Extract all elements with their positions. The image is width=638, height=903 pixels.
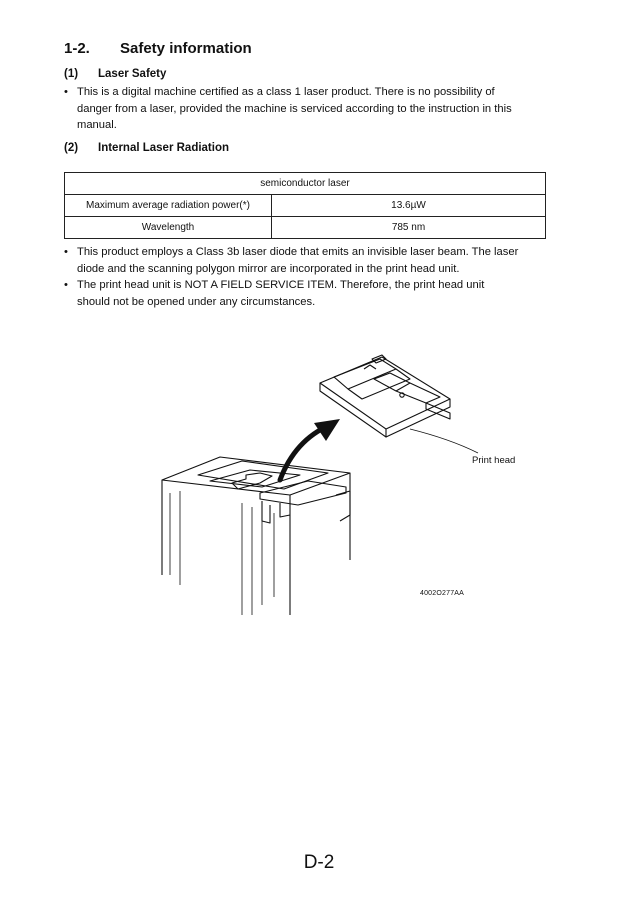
table-header-row bbox=[65, 173, 546, 195]
laser-radiation-list bbox=[64, 244, 554, 310]
text-line: manual. bbox=[77, 119, 117, 131]
list-item bbox=[64, 244, 554, 277]
figure-code: 4002O277AA bbox=[420, 590, 465, 597]
text-line: This product employs a Class 3b laser diode that emits an invisible laser beam. The laser bbox=[77, 246, 519, 258]
section-heading bbox=[64, 40, 252, 57]
subsection-title: Laser Safety bbox=[98, 68, 167, 80]
text-line: diode and the scanning polygon mirror are incorporated in the print head unit. bbox=[77, 262, 460, 275]
table-label-cell: Maximum average radiation power(*) bbox=[65, 195, 272, 217]
subsection-number: (1) bbox=[64, 68, 79, 80]
bullet-icon: • bbox=[64, 86, 68, 98]
bullet-icon: • bbox=[64, 246, 68, 258]
table-header-cell: semiconductor laser bbox=[65, 173, 546, 195]
list-item bbox=[64, 84, 554, 134]
subsection-title: Internal Laser Radiation bbox=[98, 142, 230, 154]
table-label-cell: Wavelength bbox=[65, 217, 272, 239]
text-line: This is a digital machine certified as a class 1 laser product. There is no possibility of bbox=[77, 86, 495, 98]
table-value-cell: 13.6µW bbox=[272, 195, 546, 217]
table-value-cell: 785 nm bbox=[272, 217, 546, 239]
table-row bbox=[65, 195, 546, 217]
laser-spec-table bbox=[64, 172, 546, 239]
print-head-figure bbox=[150, 345, 550, 615]
section-number: 1-2. bbox=[64, 40, 90, 57]
printer-illustration bbox=[150, 345, 550, 615]
text-line: should not be opened under any circumstances. bbox=[77, 295, 316, 308]
bullet-icon: • bbox=[64, 279, 68, 291]
page-number: D-2 bbox=[303, 852, 335, 873]
subsection-heading-laser-safety bbox=[64, 68, 166, 80]
list-item bbox=[64, 277, 554, 310]
subsection-heading-internal-radiation bbox=[64, 142, 229, 154]
laser-safety-list bbox=[64, 84, 554, 134]
text-line: The print head unit is NOT A FIELD SERVICE ITEM. Therefore, the print head unit bbox=[77, 279, 485, 291]
table-row bbox=[65, 217, 546, 239]
section-title: Safety information bbox=[120, 40, 252, 57]
subsection-number: (2) bbox=[64, 142, 79, 154]
text-line: danger from a laser, provided the machine is serviced according to the instruction in this bbox=[77, 102, 512, 115]
print-head-callout: Print head bbox=[472, 455, 516, 466]
